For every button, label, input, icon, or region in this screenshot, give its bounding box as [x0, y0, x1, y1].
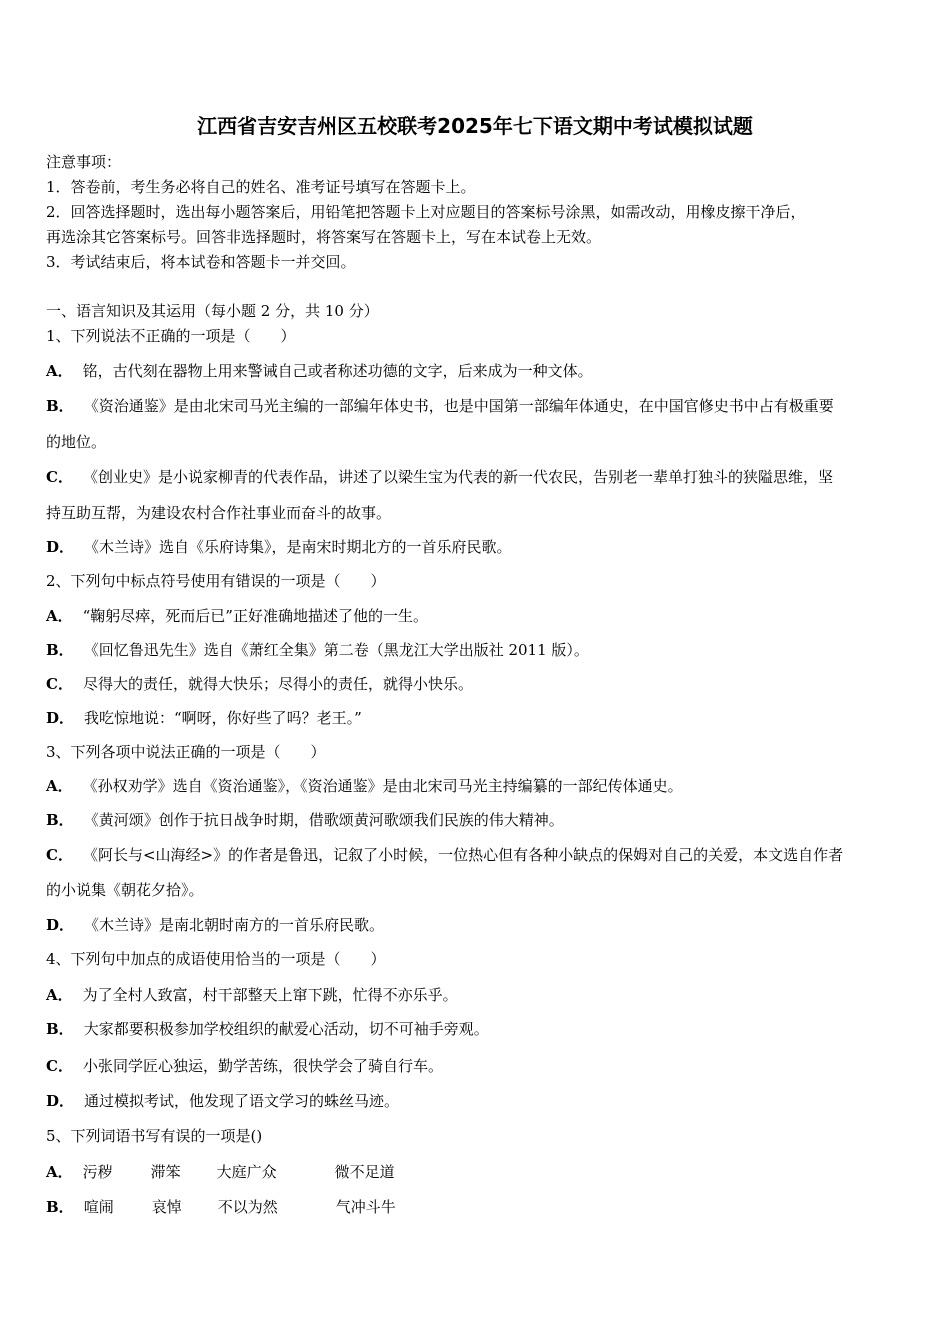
question-5-option-a [46, 1162, 435, 1182]
option-label: C． [46, 1057, 73, 1075]
notice-item-2: 2．回答选择题时，选出每小题答案后，用铅笔把答题卡上对应题目的答案标号涂黑，如需改动，用橡皮擦干净后， [46, 203, 806, 221]
word: 滞笨 [150, 1163, 181, 1181]
option-label: A． [46, 1163, 73, 1181]
question-5-option-b [46, 1197, 436, 1217]
option-label: A． [46, 777, 73, 795]
question-3-option-c [46, 845, 843, 865]
option-text: 《创业史》是小说家柳青的代表作品，讲述了以梁生宝为代表的新一代农民，告别老一辈单打独斗的狭隘思维，坚 [82, 468, 833, 486]
word: 污秽 [82, 1163, 113, 1181]
option-text: 《木兰诗》是南北朝时南方的一首乐府民歌。 [84, 916, 385, 934]
option-label: B． [46, 1020, 74, 1038]
exam-title: 江西省吉安吉州区五校联考2025年七下语文期中考试模拟试题 [197, 114, 753, 138]
option-text: “鞠躬尽瘁，死而后已”正好准确地描述了他的一生。 [82, 607, 428, 625]
question-3-option-c-cont: 的小说集《朝花夕拾》。 [46, 881, 204, 899]
question-1-option-d [46, 537, 512, 557]
question-4-option-a [46, 985, 458, 1005]
option-label: B． [46, 641, 74, 659]
question-5-stem: 5、下列词语书写有误的一项是() [46, 1127, 263, 1145]
option-text: 为了全村人致富，村干部整天上窜下跳，忙得不亦乐乎。 [82, 986, 458, 1004]
question-1-stem: 1、下列说法不正确的一项是（ ） [46, 327, 296, 345]
option-label: D． [46, 1092, 75, 1110]
option-text: 《回忆鲁迅先生》选自《萧红全集》第二卷（黑龙江大学出版社 2011 版）。 [83, 641, 589, 659]
word: 喧闹 [83, 1198, 114, 1216]
notice-item-3: 3．考试结束后，将本试卷和答题卡一并交回。 [46, 253, 356, 271]
option-text: 大家都要积极参加学校组织的献爱心活动，切不可袖手旁观。 [83, 1020, 489, 1038]
question-2-option-a [46, 606, 428, 626]
question-4-option-b [46, 1019, 489, 1039]
notice-heading: 注意事项： [46, 153, 122, 171]
word: 气冲斗牛 [335, 1198, 396, 1216]
option-label: B． [46, 1198, 74, 1216]
question-4-stem: 4、下列句中加点的成语使用恰当的一项是（ ） [46, 950, 386, 968]
option-label: D． [46, 538, 75, 556]
option-label: C． [46, 846, 73, 864]
option-text: 通过模拟考试，他发现了语文学习的蛛丝马迹。 [84, 1092, 400, 1110]
question-3-stem: 3、下列各项中说法正确的一项是（ ） [46, 743, 326, 761]
option-text: 《资治通鉴》是由北宋司马光主编的一部编年体史书，也是中国第一部编年体通史，在中国官修史书中占有极重要 [83, 397, 834, 415]
option-text: 《黄河颂》创作于抗日战争时期，借歌颂黄河歌颂我们民族的伟大精神。 [83, 811, 564, 829]
question-1-option-c-cont: 持互助互帮，为建设农村合作社事业而奋斗的故事。 [46, 504, 392, 522]
question-4-option-d [46, 1091, 399, 1111]
option-label: D． [46, 709, 75, 727]
word: 不以为然 [217, 1198, 278, 1216]
question-2-option-c [46, 674, 473, 694]
question-1-option-c [46, 467, 833, 487]
question-1-option-b-cont: 的地位。 [46, 433, 107, 451]
question-4-option-c [46, 1056, 443, 1076]
question-3-option-d [46, 915, 384, 935]
option-label: C． [46, 468, 73, 486]
question-1-option-b [46, 396, 834, 416]
question-2-option-d [46, 708, 362, 728]
word: 微不足道 [334, 1163, 395, 1181]
option-label: A． [46, 986, 73, 1004]
notice-item-1: 1．答卷前，考生务必将自己的姓名、准考证号填写在答题卡上。 [46, 178, 476, 196]
option-text: 《木兰诗》选自《乐府诗集》，是南宋时期北方的一首乐府民歌。 [84, 538, 512, 556]
option-label: C． [46, 675, 73, 693]
option-label: B． [46, 397, 74, 415]
option-label: B． [46, 811, 74, 829]
question-2-stem: 2、下列句中标点符号使用有错误的一项是（ ） [46, 572, 386, 590]
option-text: 尽得大的责任，就得大快乐；尽得小的责任，就得小快乐。 [82, 675, 473, 693]
question-1-option-a [46, 361, 593, 381]
option-text: 《阿长与<山海经>》的作者是鲁迅，记叙了小时候，一位热心但有各种小缺点的保姆对自己的关爱，本文选自作者 [82, 846, 844, 864]
question-2-option-b [46, 640, 589, 660]
question-3-option-b [46, 810, 564, 830]
option-text: 小张同学匠心独运，勤学苦练，很快学会了骑自行车。 [82, 1057, 443, 1075]
option-text: 铭，古代刻在器物上用来警诫自己或者称述功德的文字，后来成为一种文体。 [82, 362, 593, 380]
option-label: D． [46, 916, 75, 934]
section-heading: 一、语言知识及其运用（每小题 2 分，共 10 分） [46, 302, 379, 320]
option-text: 我吃惊地说：“啊呀，你好些了吗？老王。” [84, 709, 362, 727]
option-text: 《孙权劝学》选自《资治通鉴》，《资治通鉴》是由北宋司马光主持编纂的一部纪传体通史。 [82, 777, 683, 795]
word: 大庭广众 [216, 1163, 277, 1181]
notice-item-2-cont: 再选涂其它答案标号。回答非选择题时，将答案写在答题卡上，写在本试卷上无效。 [46, 228, 602, 246]
word: 哀悼 [151, 1198, 182, 1216]
option-label: A． [46, 362, 73, 380]
question-3-option-a [46, 776, 683, 796]
option-label: A． [46, 607, 73, 625]
